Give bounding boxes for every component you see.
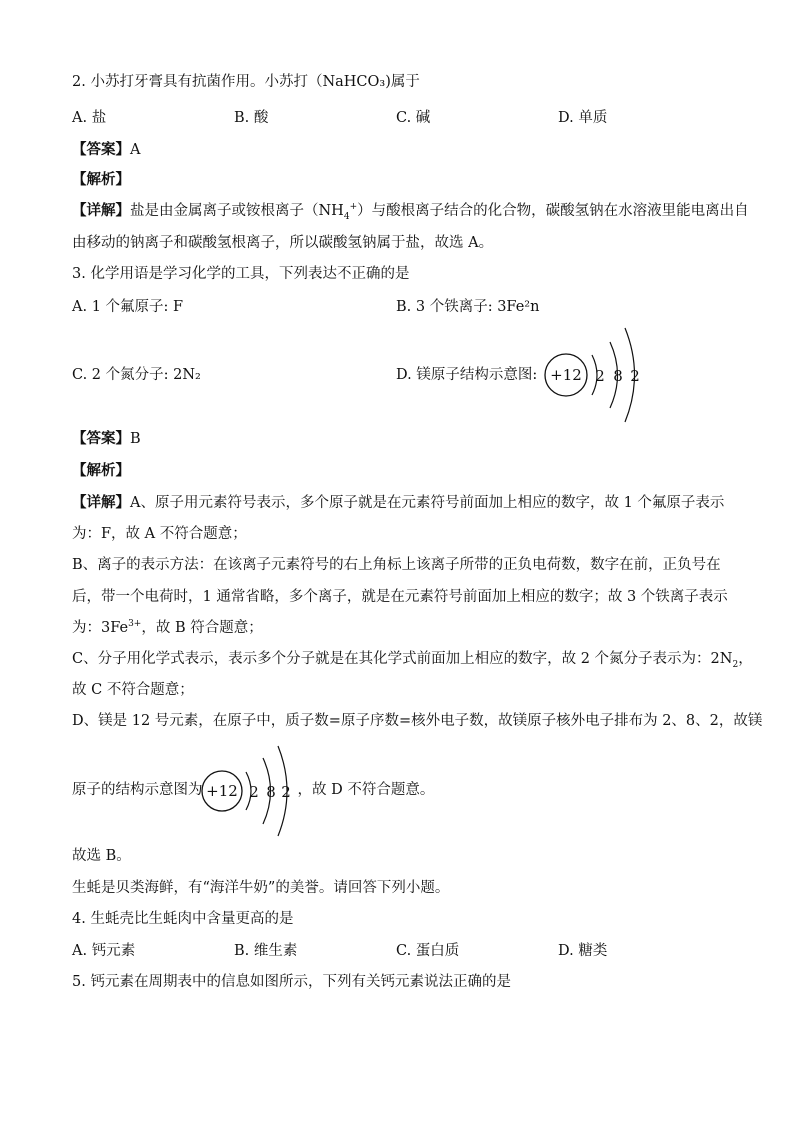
shell-2-label: 8	[613, 367, 623, 385]
q2-detail-line-2: 由移动的钠离子和碳酸氢根离子，所以碳酸氢钠属于盐，故选 A。	[72, 235, 494, 251]
q2-option-a: A. 盐	[72, 110, 107, 126]
answer-value: A	[130, 142, 141, 158]
detail-text: ，	[738, 651, 753, 667]
q3-option-c: C. 2 个氮分子: 2N₂	[72, 367, 201, 383]
subscript: 4	[343, 211, 350, 222]
q3-detail-p2-line-3	[72, 618, 263, 638]
detail-text: 盐是由金属离子或铵根离子（NH	[130, 203, 344, 219]
q3-answer	[72, 429, 141, 449]
q5-stem: 5. 钙元素在周期表中的信息如图所示，下列有关钙元素说法正确的是	[72, 974, 511, 990]
answer-tag: 【答案】	[72, 430, 130, 447]
q3-detail-p1-line-1	[72, 493, 724, 513]
shell-3-label: 2	[281, 783, 291, 801]
q4-option-b: B. 维生素	[234, 943, 298, 959]
magnesium-atom-diagram	[543, 322, 643, 426]
q3-detail-p3-line-1	[72, 649, 753, 669]
group-intro: 生蚝是贝类海鲜，有“海洋牛奶”的美誉。请回答下列小题。	[72, 880, 450, 896]
magnesium-atom-diagram-inline	[200, 740, 300, 844]
analysis-tag: 【解析】	[72, 171, 130, 188]
q3-analysis	[72, 461, 130, 481]
q3-option-a: A. 1 个氟原子: F	[72, 299, 184, 315]
q4-option-a: A. 钙元素	[72, 943, 136, 959]
q2-option-c: C. 碱	[396, 110, 431, 126]
superscript: +	[349, 202, 358, 213]
q4-stem: 4. 生蚝壳比生蚝肉中含量更高的是	[72, 911, 294, 927]
q3-detail-p2-line-2: 后，带一个电荷时，1 通常省略，多个离子，就是在元素符号前面加上相应的数字；故 3 个铁离子表示	[72, 589, 728, 605]
q3-option-d: D. 镁原子结构示意图:	[396, 367, 538, 383]
superscript: 3+	[128, 619, 142, 630]
subscript: 2	[732, 659, 739, 670]
q3-stem: 3. 化学用语是学习化学的工具，下列表达不正确的是	[72, 266, 410, 282]
detail-text: ，故 D 不符合题意。	[297, 782, 435, 798]
nucleus-label: +12	[550, 366, 582, 384]
q2-stem: 2. 小苏打牙膏具有抗菌作用。小苏打（NaHCO₃)属于	[72, 74, 420, 90]
detail-tag: 【详解】	[72, 202, 130, 219]
detail-text: C、分子用化学式表示，表示多个分子就是在其化学式前面加上相应的数字，故 2 个氮分子表示为：2N	[72, 651, 733, 667]
q3-detail-p4-line-1: D、镁是 12 号元素，在原子中，质子数=原子序数=核外电子数，故镁原子核外电子排布为 2、8、2，故镁	[72, 713, 763, 729]
answer-value: B	[130, 431, 141, 447]
q2-option-d: D. 单质	[558, 110, 608, 126]
detail-text: A、原子用元素符号表示，多个原子就是在元素符号前面加上相应的数字，故 1 个氟原子表示	[130, 495, 725, 511]
detail-text: ）与酸根离子结合的化合物，碳酸氢钠在水溶液里能电离出自	[357, 203, 749, 219]
q2-detail-line-1	[72, 201, 749, 221]
analysis-tag: 【解析】	[72, 462, 130, 479]
q3-detail-p2-line-1: B、离子的表示方法：在该离子元素符号的右上角标上该离子所带的正负电荷数，数字在前，正负号在	[72, 557, 721, 573]
shell-3-label: 2	[630, 367, 640, 385]
q3-detail-p3-line-2: 故 C 不符合题意；	[72, 682, 194, 698]
q3-detail-p1-line-2: 为：F，故 A 不符合题意；	[72, 526, 247, 542]
q2-analysis	[72, 170, 130, 190]
answer-tag: 【答案】	[72, 141, 130, 158]
detail-text: 为：3Fe	[72, 620, 129, 636]
shell-1-label: 2	[595, 367, 605, 385]
q3-option-b: B. 3 个铁离子: 3Fe²n	[396, 299, 540, 315]
shell-2-label: 8	[266, 783, 276, 801]
detail-tag: 【详解】	[72, 494, 130, 511]
nucleus-label: +12	[206, 782, 238, 800]
q2-answer	[72, 140, 140, 160]
detail-text: ，故 B 符合题意；	[141, 620, 263, 636]
shell-1-label: 2	[249, 783, 259, 801]
q4-option-d: D. 糖类	[558, 943, 608, 959]
q4-option-c: C. 蛋白质	[396, 943, 460, 959]
q3-conclusion: 故选 B。	[72, 848, 131, 864]
detail-text: 原子的结构示意图为	[72, 782, 203, 798]
q2-option-b: B. 酸	[234, 110, 269, 126]
